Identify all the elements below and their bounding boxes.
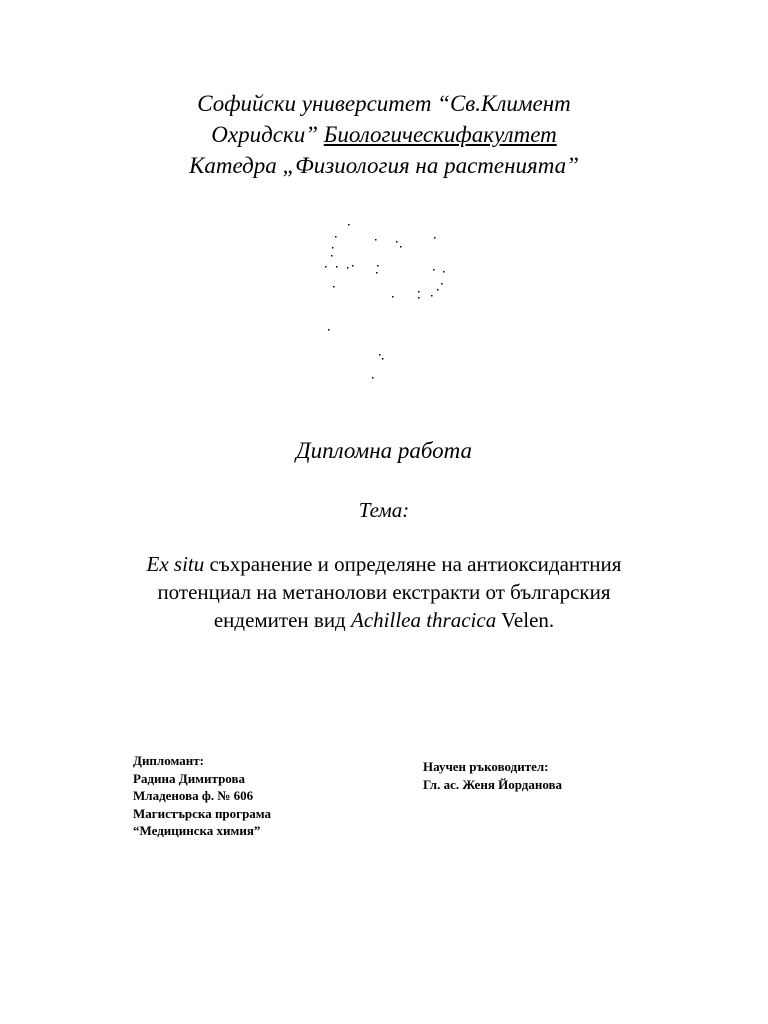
university-header <box>84 88 684 181</box>
graduate-label: Дипломант: <box>133 753 204 768</box>
faculty-name: Биологическифакултет <box>323 122 557 147</box>
university-name-line1: Софийски университет “Св.Климент <box>197 91 571 116</box>
species-name: Achillea thracica <box>351 608 497 632</box>
topic-line1-text: съхранение и определяне на антиоксидантния <box>204 552 622 576</box>
graduate-info <box>133 752 271 840</box>
graduate-program-line1: Магистърска програма <box>133 805 272 821</box>
topic-line1 <box>84 550 684 578</box>
supervisor-info <box>423 758 562 793</box>
supervisor-label: Научен ръководител: <box>423 759 549 774</box>
faded-logo-dots <box>310 215 470 390</box>
supervisor-name: Гл. ас. Женя Йорданова <box>423 776 563 792</box>
topic-line3-text: ендемитен вид <box>213 608 351 632</box>
graduate-program-line2: “Медицинска химия” <box>133 823 261 838</box>
species-author: Velen. <box>496 608 555 632</box>
department-name: Катедра „Физиология на растенията” <box>189 153 579 178</box>
topic-line3 <box>84 606 684 634</box>
thesis-topic <box>84 550 684 634</box>
topic-line2: потенциал на метанолови екстракти от българския <box>157 580 611 604</box>
university-name-line2 <box>84 119 684 150</box>
university-name-line2-text: Охридски” <box>211 122 324 147</box>
topic-ex-situ: Ex situ <box>146 552 205 576</box>
diploma-title: Дипломна работа <box>295 438 473 463</box>
graduate-name-line2: Младенова ф. № 606 <box>133 788 254 803</box>
topic-label: Тема: <box>358 498 410 522</box>
graduate-name-line1: Радина Димитрова <box>133 770 245 786</box>
